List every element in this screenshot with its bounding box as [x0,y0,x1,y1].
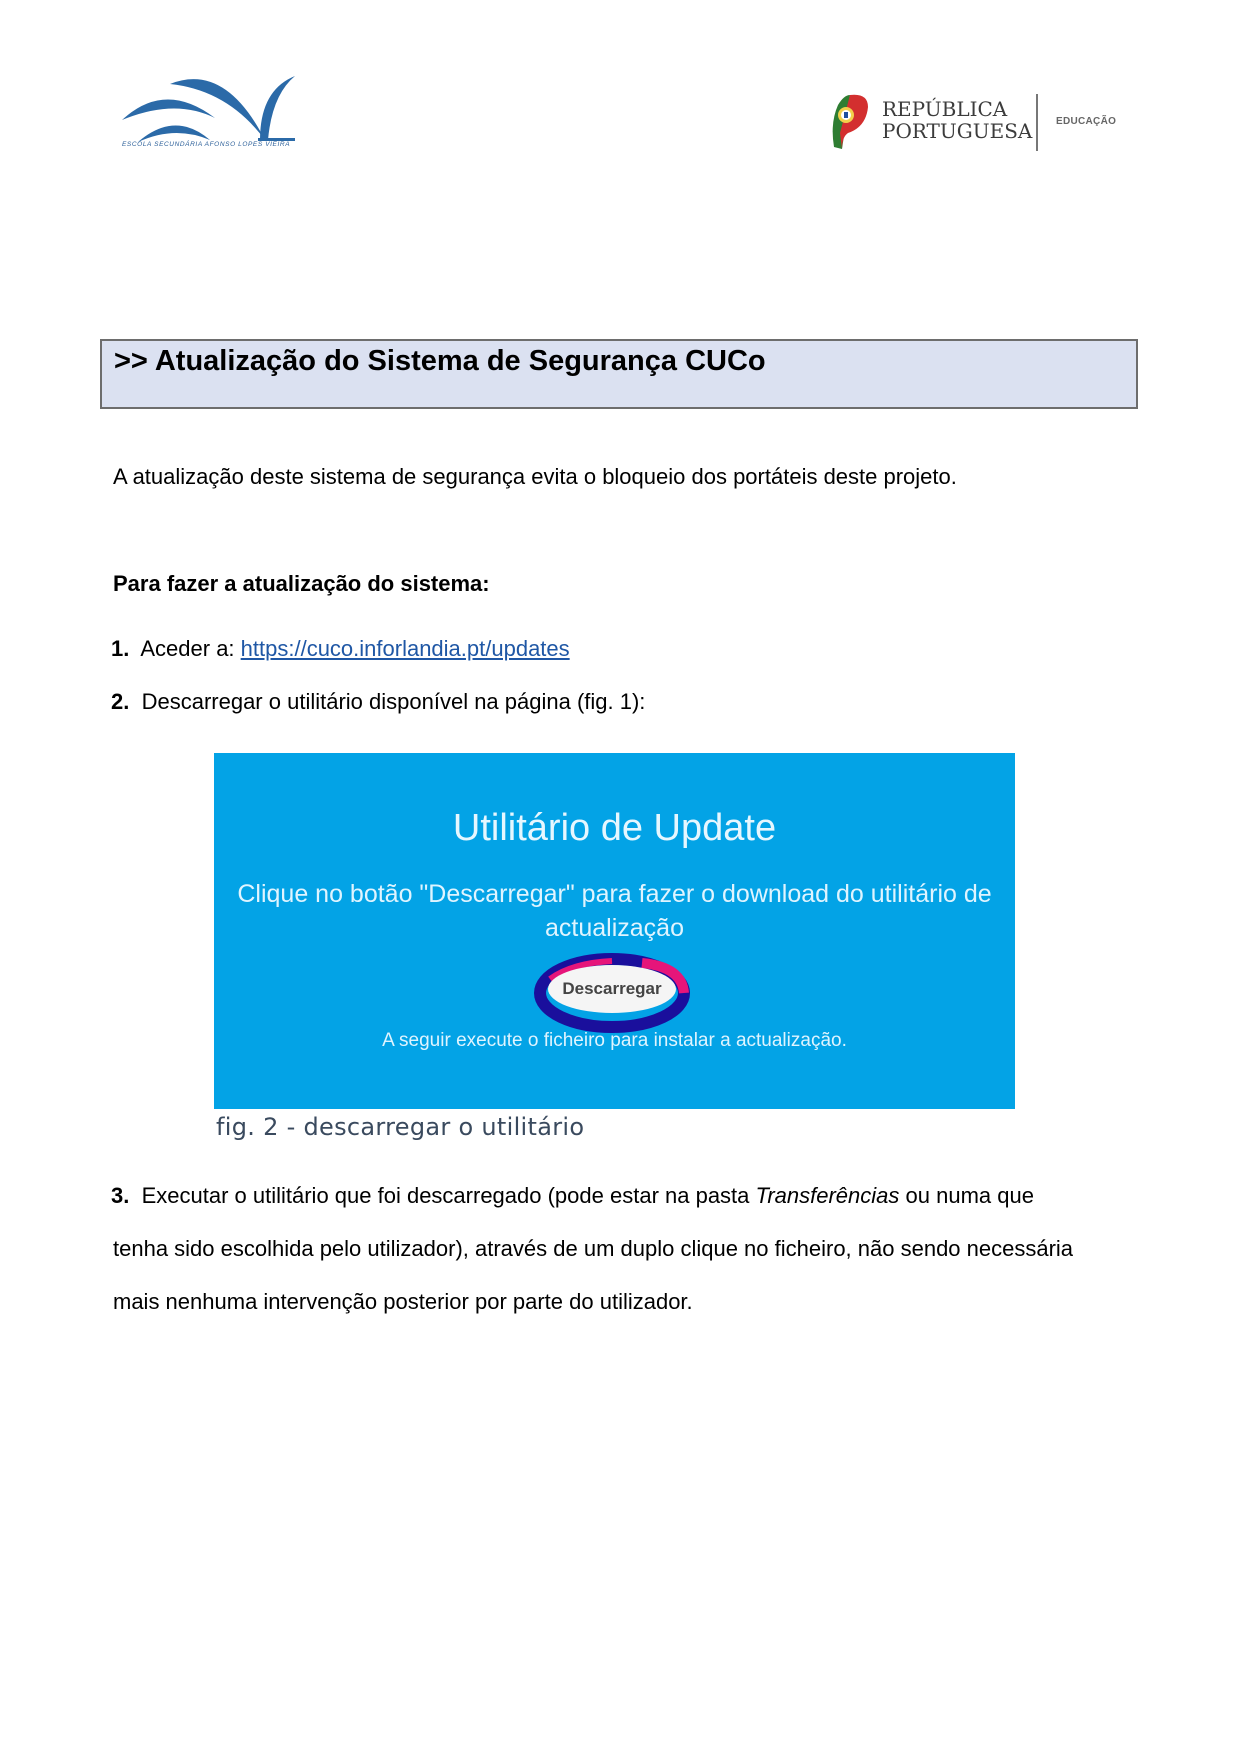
figure-footer: A seguir execute o ficheiro para instalar a actualização. [382,1030,847,1051]
figure-body-line1: Clique no botão "Descarregar" para fazer o download do utilitário de [237,880,992,908]
step-text: Descarregar o utilitário disponível na página (fig. 1): [141,689,646,714]
step-3-line2: tenha sido escolhida pelo utilizador), através de um duplo clique no ficheiro, não sendo necessária [113,1236,1074,1261]
page-title: >> Atualização do Sistema de Segurança CUCo [114,345,766,377]
figure-body [214,877,1015,945]
intro-paragraph: A atualização deste sistema de segurança evita o bloqueio dos portáteis deste projeto. [113,464,957,489]
step-3 [111,1183,1034,1209]
logo-arc-small [138,125,210,142]
title-box [100,339,1138,409]
school-logo-text: ESCOLA SECUNDÁRIA AFONSO LOPES VIEIRA [122,141,291,148]
header-divider [1036,94,1038,151]
figure-title: Utilitário de Update [452,807,777,849]
logo-arc-large [122,99,215,120]
gov-department: EDUCAÇÃO [1056,116,1117,127]
step-1 [111,636,570,662]
gov-name-line1: REPÚBLICA [882,97,1008,121]
step-number: 3. [111,1183,130,1208]
step-text: Aceder a: [140,636,241,661]
step-3-line3: mais nenhuma intervenção posterior por parte do utilizador. [113,1289,693,1314]
step-number: 2. [111,689,130,714]
download-button: Descarregar [548,965,676,1013]
step-number: 1. [111,636,130,661]
folder-name: Transferências [755,1183,900,1208]
step-text: Executar o utilitário que foi descarregado (pode estar na pasta [141,1183,756,1208]
step-2 [111,689,645,715]
gov-name [882,98,1032,142]
portugal-emblem-icon [828,93,870,151]
gov-name-line2: PORTUGUESA [882,119,1033,143]
logo-v-right [260,76,295,140]
step-text: ou numa que [899,1183,1034,1208]
updates-link[interactable]: https://cuco.inforlandia.pt/updates [240,636,570,661]
figure-screenshot [214,753,1015,1109]
instructions-heading: Para fazer a atualização do sistema: [113,571,490,596]
figure-body-line2: actualização [545,914,684,942]
figure-caption: fig. 2 - descarregar o utilitário [216,1113,585,1141]
